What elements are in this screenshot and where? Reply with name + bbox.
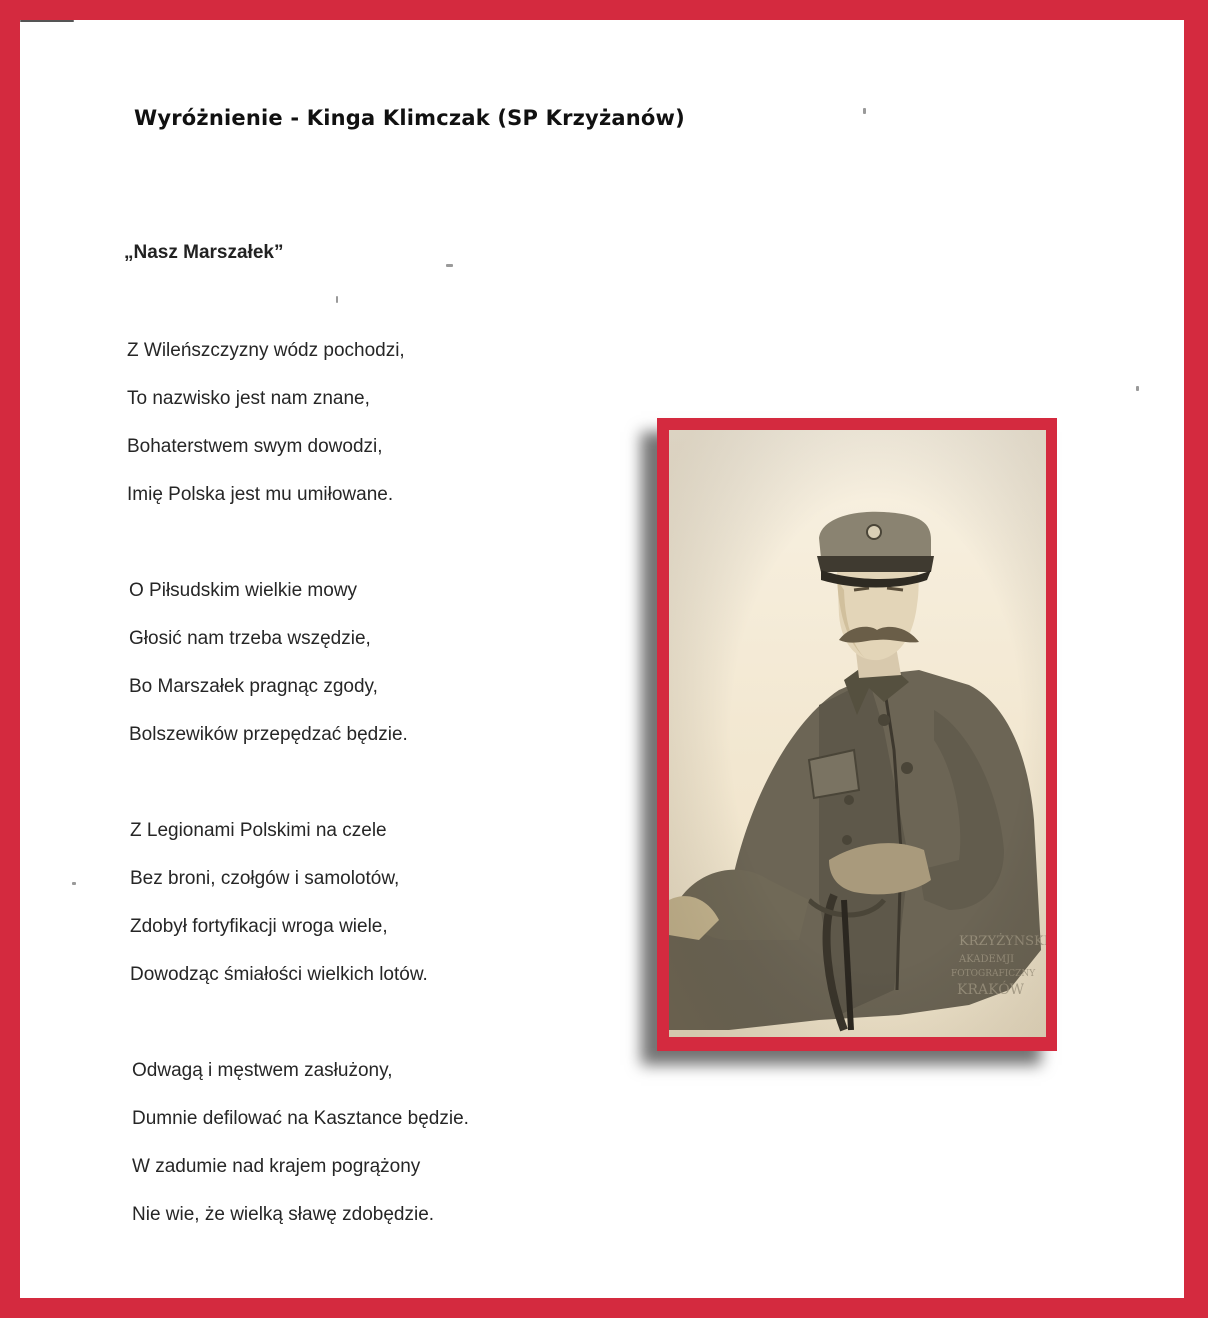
stanza-4 xyxy=(132,1059,469,1251)
poem-title: „Nasz Marszałek” xyxy=(124,242,284,263)
stanza-3 xyxy=(130,819,428,1011)
poem-line: To nazwisko jest nam znane, xyxy=(127,388,370,409)
poem-line: Dumnie defilować na Kasztance będzie. xyxy=(132,1108,469,1129)
scan-speck xyxy=(336,296,338,303)
portrait-illustration xyxy=(669,430,1046,1037)
poem-line: Dowodząc śmiałości wielkich lotów. xyxy=(130,964,428,985)
scan-speck xyxy=(863,108,866,114)
poem-line: Imię Polska jest mu umiłowane. xyxy=(127,484,394,505)
poem-line: O Piłsudskim wielkie mowy xyxy=(129,580,358,601)
portrait-frame xyxy=(657,418,1057,1051)
poem-line: Bez broni, czołgów i samolotów, xyxy=(130,868,400,889)
poem-line: Bolszewików przepędzać będzie. xyxy=(129,724,408,745)
poem-line: Odwagą i męstwem zasłużony, xyxy=(132,1060,393,1081)
scan-speck xyxy=(72,882,76,885)
portrait-photo xyxy=(669,430,1046,1037)
scan-mark xyxy=(20,20,74,22)
poem-line: W zadumie nad krajem pogrążony xyxy=(132,1156,421,1177)
poem-line: Nie wie, że wielką sławę zdobędzie. xyxy=(132,1204,435,1225)
scan-speck xyxy=(446,264,453,267)
poem-line: Zdobył fortyfikacji wroga wiele, xyxy=(130,916,388,937)
stanza-1 xyxy=(127,339,405,531)
poem-line: Głosić nam trzeba wszędzie, xyxy=(129,628,371,649)
award-heading: Wyróżnienie - Kinga Klimczak (SP Krzyżanów) xyxy=(134,106,685,130)
poem-line: Z Legionami Polskimi na czele xyxy=(130,820,387,841)
poem-line: Z Wileńszczyzny wódz pochodzi, xyxy=(127,340,405,361)
scan-speck xyxy=(1136,386,1139,391)
poem-line: Bo Marszałek pragnąc zgody, xyxy=(129,676,378,697)
stanza-2 xyxy=(129,579,408,771)
poem-line: Bohaterstwem swym dowodzi, xyxy=(127,436,383,457)
document-page xyxy=(20,20,1184,1298)
